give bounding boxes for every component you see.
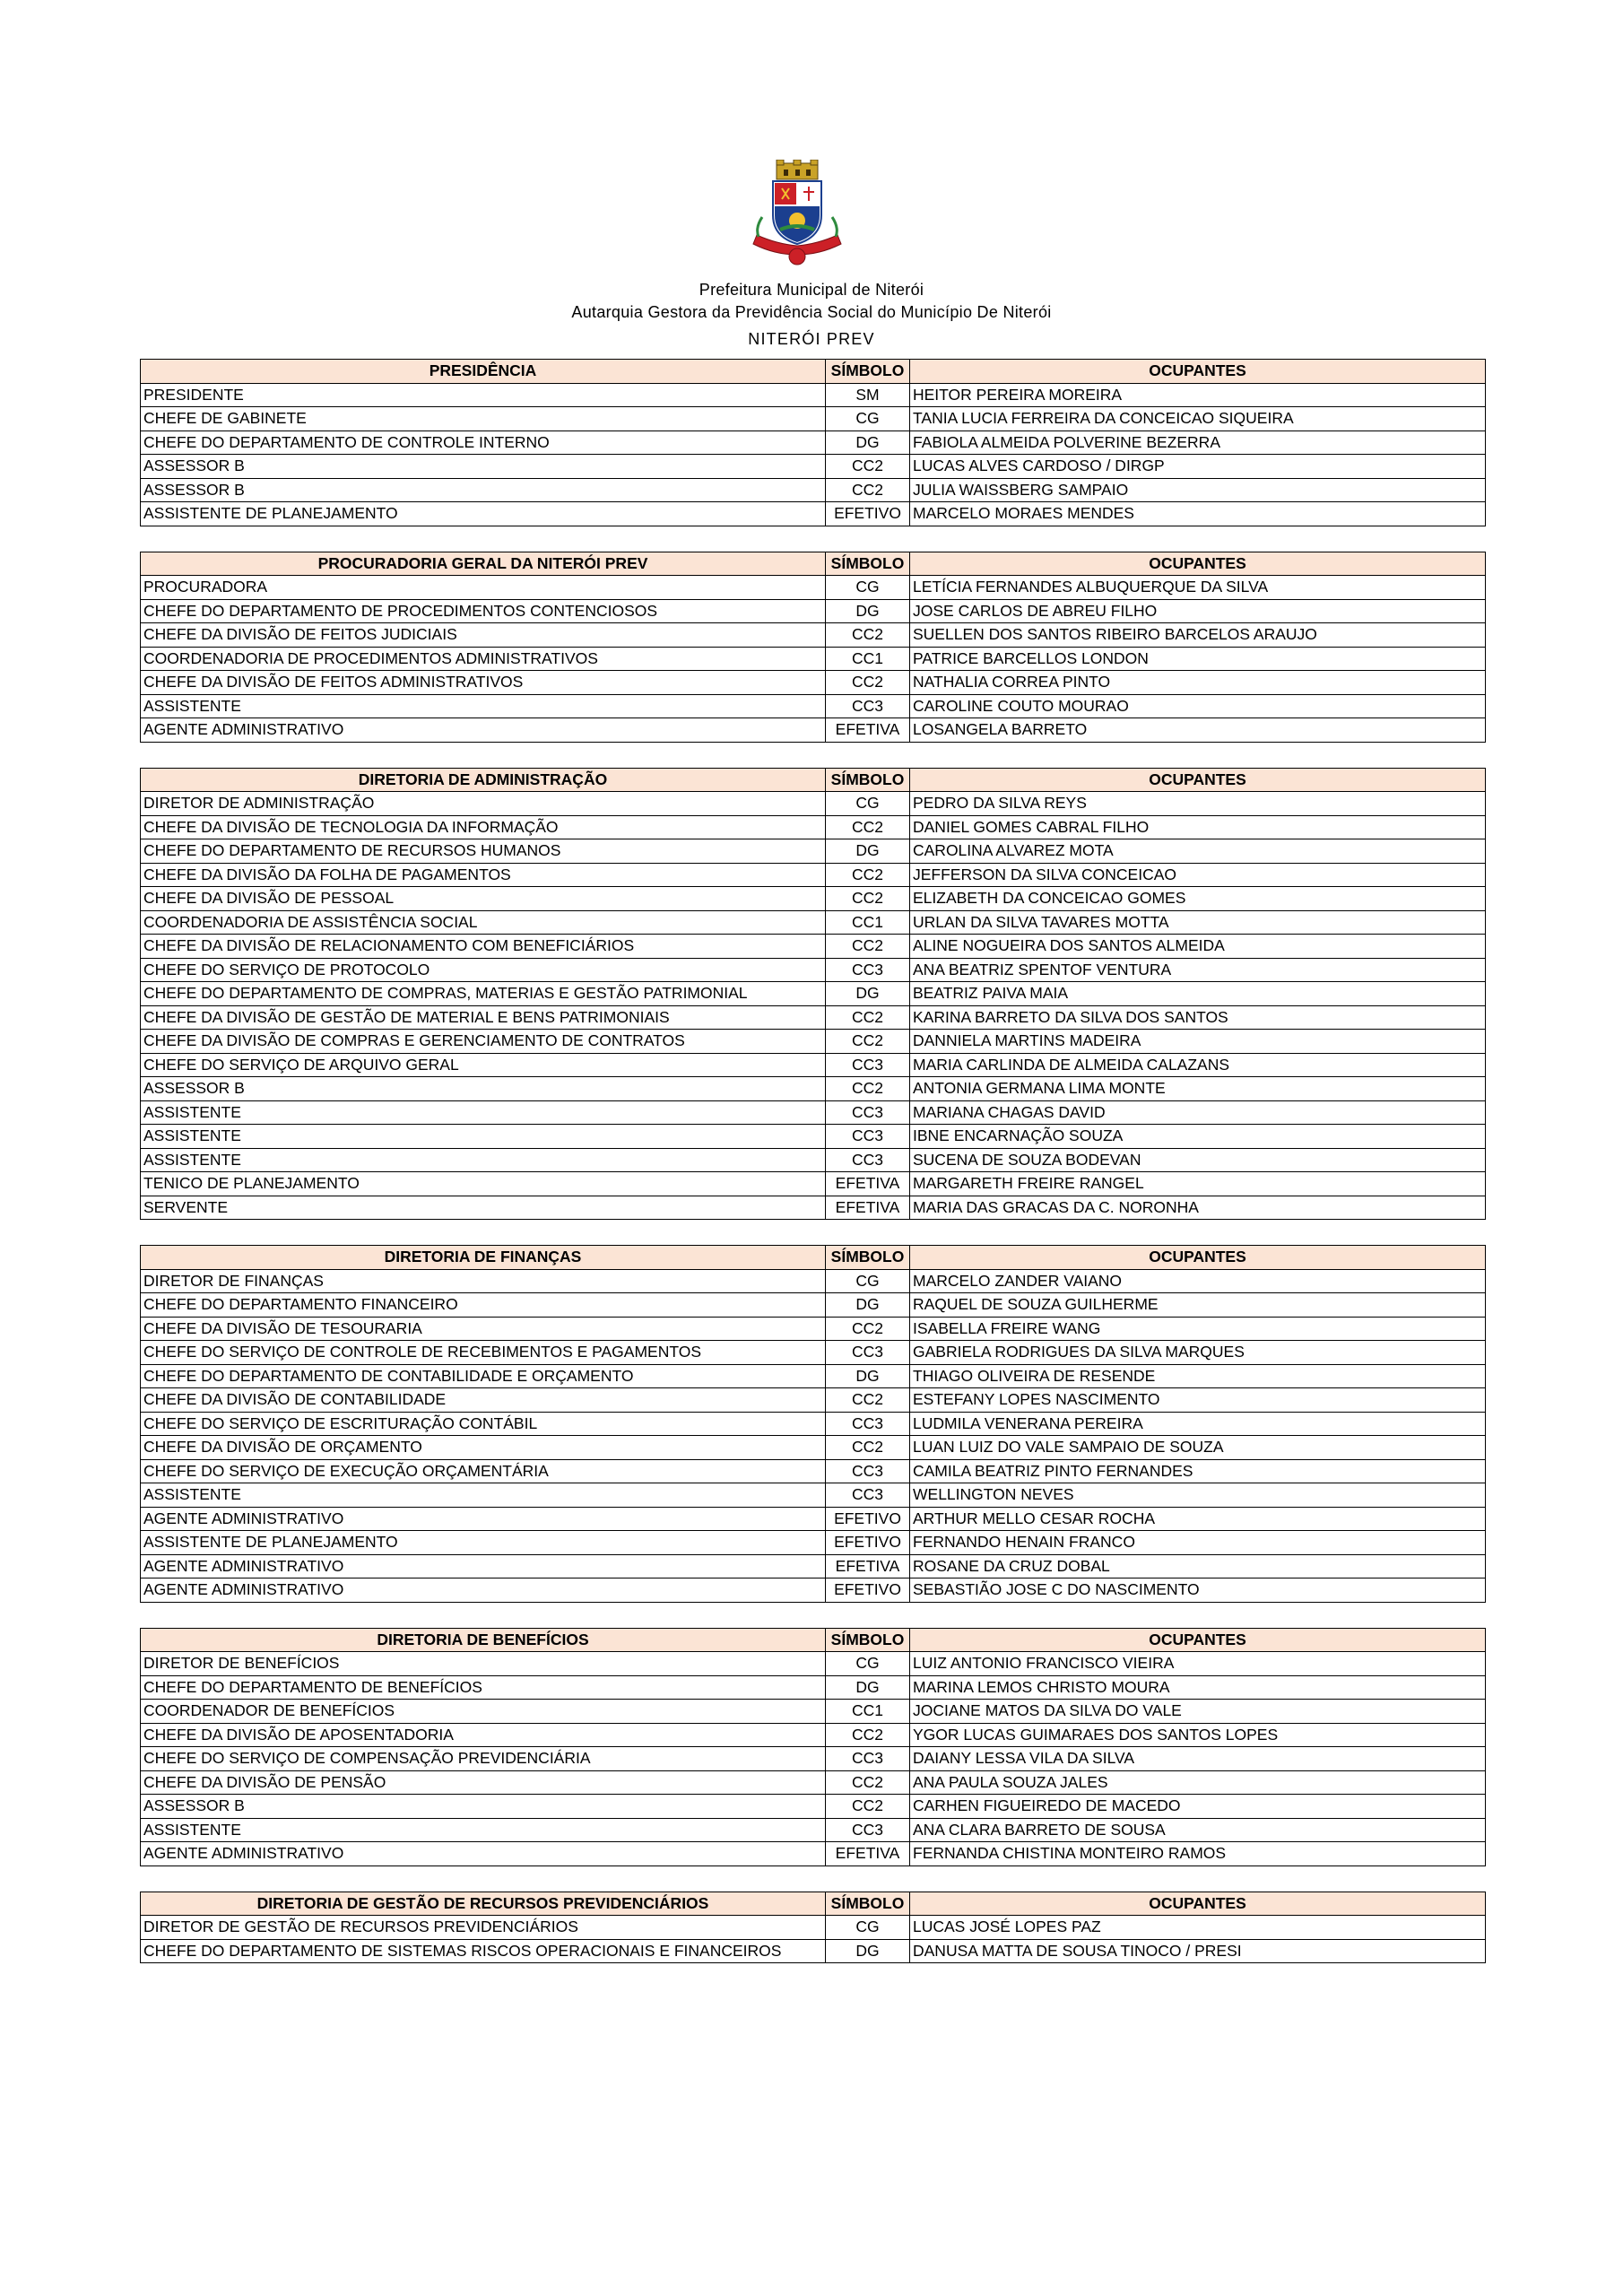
table-row [141,647,1486,671]
cargo-cell: SERVENTE [141,1196,826,1220]
simbolo-cell: CG [826,576,910,600]
table-row [141,383,1486,407]
cargo-cell: TENICO DE PLANEJAMENTO [141,1172,826,1196]
cargo-cell: CHEFE DO DEPARTAMENTO DE PROCEDIMENTOS CONTENCIOSOS [141,599,826,623]
table-row [141,1507,1486,1531]
simbolo-cell: DG [826,599,910,623]
cargo-cell: COORDENADORIA DE PROCEDIMENTOS ADMINISTRATIVOS [141,647,826,671]
simbolo-cell: CC2 [826,1077,910,1101]
ocupante-cell: URLAN DA SILVA TAVARES MOTTA [910,910,1486,935]
simbolo-cell: CC3 [826,1459,910,1483]
cargo-cell: CHEFE DA DIVISÃO DE PESSOAL [141,887,826,911]
table-row [141,1172,1486,1196]
cargo-cell: AGENTE ADMINISTRATIVO [141,1842,826,1866]
org-name-line1: Prefeitura Municipal de Niterói [699,281,924,299]
ocupante-cell: FERNANDO HENAIN FRANCO [910,1531,1486,1555]
ocupante-cell: LUIZ ANTONIO FRANCISCO VIEIRA [910,1652,1486,1676]
ocupante-cell: MARCELO ZANDER VAIANO [910,1269,1486,1293]
ocupante-cell: MARGARETH FREIRE RANGEL [910,1172,1486,1196]
simbolo-cell: CG [826,1269,910,1293]
ocupante-cell: LETÍCIA FERNANDES ALBUQUERQUE DA SILVA [910,576,1486,600]
cargo-cell: CHEFE DO SERVIÇO DE ARQUIVO GERAL [141,1053,826,1077]
simbolo-cell: DG [826,1675,910,1700]
cargo-cell: CHEFE DO DEPARTAMENTO DE CONTROLE INTERNO [141,430,826,455]
cargo-cell: CHEFE DO SERVIÇO DE ESCRITURAÇÃO CONTÁBIL [141,1412,826,1436]
table-row [141,599,1486,623]
cargo-cell: ASSISTENTE [141,694,826,718]
cargo-cell: CHEFE DO DEPARTAMENTO DE SISTEMAS RISCOS OPERACIONAIS E FINANCEIROS [141,1939,826,1963]
ocupante-cell: LUCAS ALVES CARDOSO / DIRGP [910,455,1486,479]
section-title: DIRETORIA DE FINANÇAS [141,1246,826,1270]
cargo-cell: CHEFE DA DIVISÃO DE RELACIONAMENTO COM BENEFICIÁRIOS [141,935,826,959]
cargo-cell: CHEFE DO DEPARTAMENTO DE COMPRAS, MATERIAS E GESTÃO PATRIMONIAL [141,982,826,1006]
section-table [140,1892,1486,1964]
section-table [140,359,1486,526]
simbolo-cell: CC3 [826,1483,910,1508]
simbolo-cell: DG [826,430,910,455]
simbolo-cell: CC3 [826,1747,910,1771]
simbolo-cell: DG [826,1364,910,1388]
simbolo-cell: CC2 [826,623,910,648]
cargo-cell: ASSISTENTE [141,1818,826,1842]
simbolo-cell: CG [826,1652,910,1676]
cargo-cell: ASSESSOR B [141,455,826,479]
section-title: DIRETORIA DE BENEFÍCIOS [141,1628,826,1652]
simbolo-cell: DG [826,1939,910,1963]
simbolo-cell: DG [826,839,910,864]
table-row [141,1196,1486,1220]
occupants-column-header: OCUPANTES [910,360,1486,384]
cargo-cell: CHEFE DO SERVIÇO DE PROTOCOLO [141,958,826,982]
cargo-cell: ASSISTENTE [141,1125,826,1149]
cargo-cell: DIRETOR DE BENEFÍCIOS [141,1652,826,1676]
cargo-cell: COORDENADORIA DE ASSISTÊNCIA SOCIAL [141,910,826,935]
simbolo-cell: CC3 [826,958,910,982]
simbolo-cell: EFETIVA [826,1842,910,1866]
simbolo-cell: CC3 [826,1053,910,1077]
table-row [141,1578,1486,1603]
ocupante-cell: FABIOLA ALMEIDA POLVERINE BEZERRA [910,430,1486,455]
simbolo-cell: CC2 [826,1436,910,1460]
cargo-cell: ASSESSOR B [141,478,826,502]
ocupante-cell: SUELLEN DOS SANTOS RIBEIRO BARCELOS ARAUJO [910,623,1486,648]
cargo-cell: CHEFE DO DEPARTAMENTO DE CONTABILIDADE E ORÇAMENTO [141,1364,826,1388]
org-name-line3: NITERÓI PREV [748,330,875,348]
cargo-cell: ASSISTENTE DE PLANEJAMENTO [141,1531,826,1555]
table-row [141,1412,1486,1436]
table-row [141,1005,1486,1030]
table-row [141,694,1486,718]
cargo-cell: CHEFE DO DEPARTAMENTO DE BENEFÍCIOS [141,1675,826,1700]
table-row [141,1700,1486,1724]
table-row [141,718,1486,743]
table-row [141,935,1486,959]
cargo-cell: AGENTE ADMINISTRATIVO [141,1578,826,1603]
ocupante-cell: ALINE NOGUEIRA DOS SANTOS ALMEIDA [910,935,1486,959]
simbolo-cell: CC1 [826,1700,910,1724]
ocupante-cell: GABRIELA RODRIGUES DA SILVA MARQUES [910,1341,1486,1365]
cargo-cell: CHEFE DO DEPARTAMENTO DE RECURSOS HUMANOS [141,839,826,864]
cargo-cell: ASSESSOR B [141,1077,826,1101]
simbolo-cell: DG [826,1293,910,1318]
simbolo-cell: CG [826,792,910,816]
cargo-cell: CHEFE DO SERVIÇO DE COMPENSAÇÃO PREVIDENCIÁRIA [141,1747,826,1771]
table-row [141,1939,1486,1963]
symbol-column-header: SÍMBOLO [826,1892,910,1916]
ocupante-cell: TANIA LUCIA FERREIRA DA CONCEICAO SIQUEIRA [910,407,1486,431]
simbolo-cell: EFETIVO [826,502,910,526]
cargo-cell: CHEFE DA DIVISÃO DE ORÇAMENTO [141,1436,826,1460]
ocupante-cell: ELIZABETH DA CONCEICAO GOMES [910,887,1486,911]
simbolo-cell: CC1 [826,910,910,935]
section-table [140,1628,1486,1866]
ocupante-cell: CAMILA BEATRIZ PINTO FERNANDES [910,1459,1486,1483]
cargo-cell: PRESIDENTE [141,383,826,407]
ocupante-cell: JOCIANE MATOS DA SILVA DO VALE [910,1700,1486,1724]
ocupante-cell: RAQUEL DE SOUZA GUILHERME [910,1293,1486,1318]
ocupante-cell: LUAN LUIZ DO VALE SAMPAIO DE SOUZA [910,1436,1486,1460]
simbolo-cell: CC3 [826,1100,910,1125]
table-row [141,1341,1486,1365]
table-row [141,1148,1486,1172]
simbolo-cell: CC2 [826,1317,910,1341]
ocupante-cell: DANIEL GOMES CABRAL FILHO [910,815,1486,839]
cargo-cell: CHEFE DO SERVIÇO DE EXECUÇÃO ORÇAMENTÁRIA [141,1459,826,1483]
table-row [141,1030,1486,1054]
cargo-cell: DIRETOR DE FINANÇAS [141,1269,826,1293]
simbolo-cell: CC2 [826,1005,910,1030]
cargo-cell: CHEFE DO DEPARTAMENTO FINANCEIRO [141,1293,826,1318]
table-row [141,1531,1486,1555]
table-row [141,455,1486,479]
staff-tables [140,359,1485,1988]
cargo-cell: CHEFE DA DIVISÃO DE FEITOS JUDICIAIS [141,623,826,648]
cargo-cell: DIRETOR DE ADMINISTRAÇÃO [141,792,826,816]
simbolo-cell: SM [826,383,910,407]
ocupante-cell: JULIA WAISSBERG SAMPAIO [910,478,1486,502]
simbolo-cell: DG [826,982,910,1006]
table-row [141,792,1486,816]
section-header-row [141,360,1486,384]
ocupante-cell: KARINA BARRETO DA SILVA DOS SANTOS [910,1005,1486,1030]
ocupante-cell: LOSANGELA BARRETO [910,718,1486,743]
table-row [141,478,1486,502]
cargo-cell: COORDENADOR DE BENEFÍCIOS [141,1700,826,1724]
table-row [141,887,1486,911]
ocupante-cell: NATHALIA CORREA PINTO [910,671,1486,695]
table-row [141,958,1486,982]
table-row [141,1436,1486,1460]
ocupante-cell: ANTONIA GERMANA LIMA MONTE [910,1077,1486,1101]
table-row [141,815,1486,839]
table-row [141,1459,1486,1483]
table-row [141,502,1486,526]
cargo-cell: CHEFE DA DIVISÃO DE FEITOS ADMINISTRATIVOS [141,671,826,695]
ocupante-cell: MARCELO MORAES MENDES [910,502,1486,526]
simbolo-cell: CC3 [826,1341,910,1365]
section-header-row [141,1628,1486,1652]
symbol-column-header: SÍMBOLO [826,552,910,576]
cargo-cell: CHEFE DA DIVISÃO DA FOLHA DE PAGAMENTOS [141,863,826,887]
table-row [141,839,1486,864]
occupants-column-header: OCUPANTES [910,1892,1486,1916]
table-row [141,910,1486,935]
cargo-cell: AGENTE ADMINISTRATIVO [141,1554,826,1578]
symbol-column-header: SÍMBOLO [826,768,910,792]
ocupante-cell: ISABELLA FREIRE WANG [910,1317,1486,1341]
simbolo-cell: CC2 [826,455,910,479]
section-table [140,768,1486,1221]
table-row [141,1554,1486,1578]
simbolo-cell: EFETIVA [826,1196,910,1220]
ocupante-cell: JEFFERSON DA SILVA CONCEICAO [910,863,1486,887]
cargo-cell: DIRETOR DE GESTÃO DE RECURSOS PREVIDENCIÁRIOS [141,1916,826,1940]
table-row [141,1842,1486,1866]
simbolo-cell: CC2 [826,478,910,502]
ocupante-cell: CARHEN FIGUEIREDO DE MACEDO [910,1795,1486,1819]
simbolo-cell: CC3 [826,1818,910,1842]
ocupante-cell: DANUSA MATTA DE SOUSA TINOCO / PRESI [910,1939,1486,1963]
cargo-cell: CHEFE DA DIVISÃO DE TESOURARIA [141,1317,826,1341]
table-row [141,982,1486,1006]
ocupante-cell: BEATRIZ PAIVA MAIA [910,982,1486,1006]
ocupante-cell: PEDRO DA SILVA REYS [910,792,1486,816]
cargo-cell: ASSISTENTE [141,1483,826,1508]
ocupante-cell: DANNIELA MARTINS MADEIRA [910,1030,1486,1054]
table-row [141,1100,1486,1125]
ocupante-cell: MARIA CARLINDA DE ALMEIDA CALAZANS [910,1053,1486,1077]
simbolo-cell: CC2 [826,863,910,887]
ocupante-cell: ROSANE DA CRUZ DOBAL [910,1554,1486,1578]
table-row [141,1364,1486,1388]
ocupante-cell: THIAGO OLIVEIRA DE RESENDE [910,1364,1486,1388]
ocupante-cell: WELLINGTON NEVES [910,1483,1486,1508]
symbol-column-header: SÍMBOLO [826,1246,910,1270]
table-row [141,671,1486,695]
table-row [141,1269,1486,1293]
table-row [141,1293,1486,1318]
cargo-cell: AGENTE ADMINISTRATIVO [141,718,826,743]
ocupante-cell: CAROLINA ALVAREZ MOTA [910,839,1486,864]
table-row [141,1818,1486,1842]
cargo-cell: CHEFE DA DIVISÃO DE COMPRAS E GERENCIAMENTO DE CONTRATOS [141,1030,826,1054]
table-row [141,623,1486,648]
section-title: PROCURADORIA GERAL DA NITERÓI PREV [141,552,826,576]
symbol-column-header: SÍMBOLO [826,1628,910,1652]
table-row [141,1317,1486,1341]
org-name-line2: Autarquia Gestora da Previdência Social do Município De Niterói [571,303,1052,321]
cargo-cell: ASSISTENTE DE PLANEJAMENTO [141,502,826,526]
simbolo-cell: CC2 [826,815,910,839]
symbol-column-header: SÍMBOLO [826,360,910,384]
table-row [141,576,1486,600]
cargo-cell: ASSESSOR B [141,1795,826,1819]
ocupante-cell: MARIANA CHAGAS DAVID [910,1100,1486,1125]
table-row [141,1795,1486,1819]
simbolo-cell: EFETIVA [826,1554,910,1578]
ocupante-cell: ARTHUR MELLO CESAR ROCHA [910,1507,1486,1531]
table-row [141,863,1486,887]
simbolo-cell: EFETIVO [826,1531,910,1555]
simbolo-cell: EFETIVO [826,1507,910,1531]
table-row [141,1723,1486,1747]
cargo-cell: CHEFE DE GABINETE [141,407,826,431]
ocupante-cell: ESTEFANY LOPES NASCIMENTO [910,1388,1486,1413]
simbolo-cell: CC2 [826,887,910,911]
section-table [140,552,1486,743]
ocupante-cell: DAIANY LESSA VILA DA SILVA [910,1747,1486,1771]
ocupante-cell: YGOR LUCAS GUIMARAES DOS SANTOS LOPES [910,1723,1486,1747]
section-title: DIRETORIA DE ADMINISTRAÇÃO [141,768,826,792]
table-row [141,430,1486,455]
cargo-cell: CHEFE DA DIVISÃO DE GESTÃO DE MATERIAL E BENS PATRIMONIAIS [141,1005,826,1030]
ocupante-cell: MARIA DAS GRACAS DA C. NORONHA [910,1196,1486,1220]
cargo-cell: AGENTE ADMINISTRATIVO [141,1507,826,1531]
section-header-row [141,1892,1486,1916]
ocupante-cell: SUCENA DE SOUZA BODEVAN [910,1148,1486,1172]
simbolo-cell: CC2 [826,935,910,959]
ocupante-cell: ANA BEATRIZ SPENTOF VENTURA [910,958,1486,982]
ocupante-cell: ANA CLARA BARRETO DE SOUSA [910,1818,1486,1842]
cargo-cell: PROCURADORA [141,576,826,600]
section-header-row [141,768,1486,792]
simbolo-cell: CC3 [826,1148,910,1172]
section-title: DIRETORIA DE GESTÃO DE RECURSOS PREVIDENCIÁRIOS [141,1892,826,1916]
occupants-column-header: OCUPANTES [910,1246,1486,1270]
ocupante-cell: LUDMILA VENERANA PEREIRA [910,1412,1486,1436]
table-row [141,1652,1486,1676]
ocupante-cell: MARINA LEMOS CHRISTO MOURA [910,1675,1486,1700]
cargo-cell: CHEFE DA DIVISÃO DE APOSENTADORIA [141,1723,826,1747]
section-header-row [141,1246,1486,1270]
ocupante-cell: CAROLINE COUTO MOURAO [910,694,1486,718]
occupants-column-header: OCUPANTES [910,552,1486,576]
niteroi-coat-of-arms-logo [750,160,845,265]
simbolo-cell: EFETIVA [826,718,910,743]
occupants-column-header: OCUPANTES [910,768,1486,792]
simbolo-cell: CC2 [826,1030,910,1054]
ocupante-cell: JOSE CARLOS DE ABREU FILHO [910,599,1486,623]
simbolo-cell: EFETIVO [826,1578,910,1603]
table-row [141,1125,1486,1149]
ocupante-cell: ANA PAULA SOUZA JALES [910,1770,1486,1795]
simbolo-cell: CC3 [826,1125,910,1149]
table-row [141,407,1486,431]
cargo-cell: CHEFE DA DIVISÃO DE TECNOLOGIA DA INFORMAÇÃO [141,815,826,839]
section-table [140,1245,1486,1603]
table-row [141,1483,1486,1508]
ocupante-cell: IBNE ENCARNAÇÃO SOUZA [910,1125,1486,1149]
table-row [141,1747,1486,1771]
occupants-column-header: OCUPANTES [910,1628,1486,1652]
simbolo-cell: CC2 [826,671,910,695]
cargo-cell: CHEFE DA DIVISÃO DE PENSÃO [141,1770,826,1795]
section-title: PRESIDÊNCIA [141,360,826,384]
ocupante-cell: FERNANDA CHISTINA MONTEIRO RAMOS [910,1842,1486,1866]
ocupante-cell: HEITOR PEREIRA MOREIRA [910,383,1486,407]
simbolo-cell: CC3 [826,694,910,718]
simbolo-cell: CC2 [826,1723,910,1747]
section-header-row [141,552,1486,576]
cargo-cell: ASSISTENTE [141,1148,826,1172]
simbolo-cell: CC2 [826,1770,910,1795]
simbolo-cell: CC2 [826,1388,910,1413]
simbolo-cell: EFETIVA [826,1172,910,1196]
simbolo-cell: CG [826,407,910,431]
table-row [141,1077,1486,1101]
ocupante-cell: LUCAS JOSÉ LOPES PAZ [910,1916,1486,1940]
simbolo-cell: CC2 [826,1795,910,1819]
table-row [141,1388,1486,1413]
cargo-cell: ASSISTENTE [141,1100,826,1125]
table-row [141,1053,1486,1077]
cargo-cell: CHEFE DA DIVISÃO DE CONTABILIDADE [141,1388,826,1413]
cargo-cell: CHEFE DO SERVIÇO DE CONTROLE DE RECEBIMENTOS E PAGAMENTOS [141,1341,826,1365]
ocupante-cell: PATRICE BARCELLOS LONDON [910,647,1486,671]
table-row [141,1916,1486,1940]
simbolo-cell: CC3 [826,1412,910,1436]
simbolo-cell: CG [826,1916,910,1940]
ocupante-cell: SEBASTIÃO JOSE C DO NASCIMENTO [910,1578,1486,1603]
simbolo-cell: CC1 [826,647,910,671]
table-row [141,1770,1486,1795]
table-row [141,1675,1486,1700]
